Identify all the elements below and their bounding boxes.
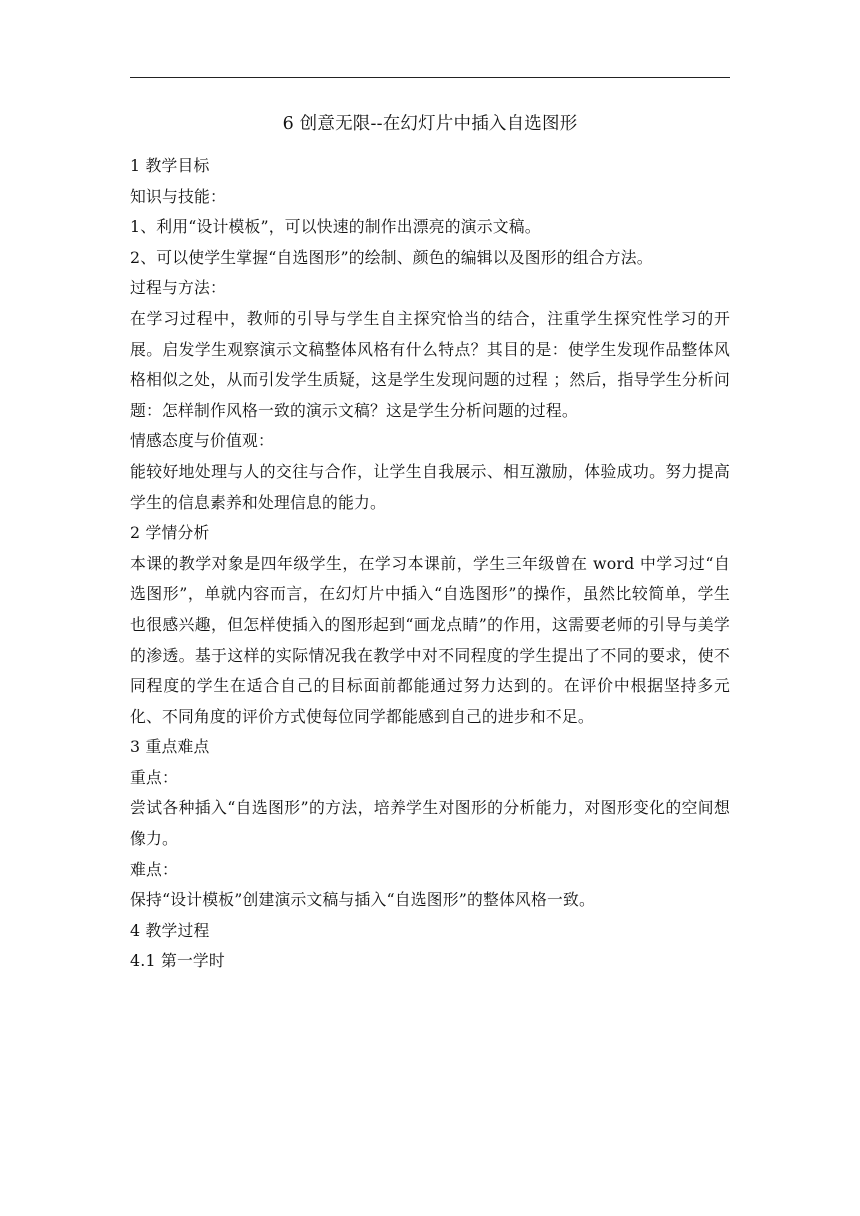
section-heading-teaching-process: 4 教学过程 [130,920,210,940]
header-rule [130,77,730,78]
section-heading-key-difficult: 3 重点难点 [130,737,210,757]
paragraph-process-methods: 在学习过程中，教师的引导与学生自主探究恰当的结合，注重学生探究性学习的开展。启发学生观察演示文稿整体风格有什么特点？其目的是：使学生发现作品整体风格相似之处，从而引发学生质疑，这是学生发现问题的过程 ；然后，指导学生分析问题：怎样制作风格一致的演示文稿？这是学生分析问题的过程。 [130,308,730,420]
subheading-key-points: 重点： [130,767,178,787]
document-body [130,109,730,977]
subheading-knowledge-skills: 知识与技能： [130,186,226,206]
subheading-emotion-values: 情感态度与价值观： [130,431,274,451]
section-heading-learner-analysis: 2 学情分析 [130,523,210,543]
document-title: 6 创意无限--在幻灯片中插入自选图形 [282,114,578,134]
list-item-1: 1、利用“设计模板”，可以快速的制作出漂亮的演示文稿。 [130,217,541,237]
paragraph-emotion-values: 能较好地处理与人的交往与合作，让学生自我展示、相互激励，体验成功。努力提高学生的信息素养和处理信息的能力。 [130,461,730,512]
paragraph-difficult-points: 保持“设计模板”创建演示文稿与插入“自选图形”的整体风格一致。 [130,890,596,910]
subheading-first-period: 4.1 第一学时 [130,951,225,971]
paragraph-learner-analysis: 本课的教学对象是四年级学生，在学习本课前，学生三年级曾在 word 中学习过“自选图形”，单就内容而言，在幻灯片中插入“自选图形”的操作，虽然比较简单，学生也很感兴趣，但怎样使插入的图形起到“画龙点睛”的作用，这需要老师的引导与美学的渗透。基于这样的实际情况我在教学中对不同程度的学生提出了不同的要求，使不同程度的学生在适合自己的目标面前都能通过努力达到的。在评价中根据坚持多元化、不同角度的评价方式使每位同学都能感到自己的进步和不足。 [130,553,730,726]
subheading-difficult-points: 难点： [130,859,178,879]
paragraph-key-points: 尝试各种插入“自选图形”的方法，培养学生对图形的分析能力，对图形变化的空间想像力。 [130,798,730,849]
subheading-process-methods: 过程与方法： [130,278,226,298]
section-heading-objectives: 1 教学目标 [130,156,210,175]
list-item-2: 2、可以使学生掌握“自选图形”的绘制、颜色的编辑以及图形的组合方法。 [130,247,653,267]
